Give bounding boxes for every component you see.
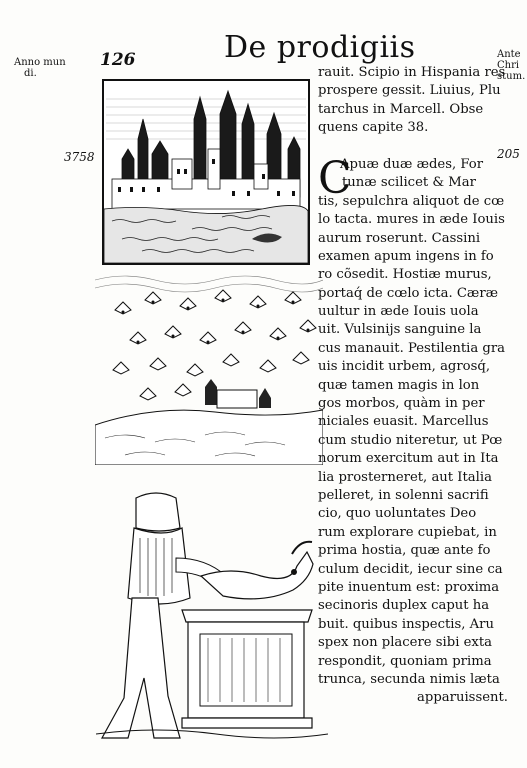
text-line: respondit, quoniam prima [318,653,492,669]
margin-year-right: 205 [497,147,520,161]
text-line: rum explorare cupiebat, in [318,524,497,540]
text-line: spex non placere sibi exta [318,635,493,651]
text-line: culum decidit, iecur sine ca [318,561,503,577]
page-number: 126 [100,50,136,70]
drop-capital: C [318,153,352,204]
text-line: lia prosterneret, aut Italia [318,469,492,485]
text-line: norum exercitum aut in Ita [318,451,499,467]
text-line: uultur in æde Iouis uola [318,304,479,320]
text-line: quæ tamen magis in lon [318,377,480,393]
text-line: tis, sepulchra aliquot de cœ [318,193,505,209]
margin-note-line: di. [24,68,37,79]
margin-note-line: Chri [497,60,520,71]
text-line: pite inuentum est: proxima [318,579,500,595]
text-line: tunæ scilicet & Mar [342,175,476,191]
text-line: lo tacta. mures in æde Iouis [318,212,505,228]
text-line: Apuæ duæ ædes, For [340,156,484,172]
margin-note-line: stum. [497,71,526,82]
woodcut-city-illustration [102,79,310,265]
text-line: ro cõsedit. Hostiæ murus, [318,267,492,283]
text-line: cum studio niteretur, ut Pœ [318,432,503,448]
text-line: cio, quo uoluntates Deo [318,506,477,522]
text-line: aurum roserunt. Cassini [318,230,481,246]
text-line: portaq́ de cœlo icta. Cæræ [318,285,499,301]
text-line: trunca, secunda nimis læta [318,671,500,687]
text-line: secinoris duplex caput ha [318,598,490,614]
woodcut-sacrifice-illustration [96,488,328,752]
text-line [318,138,508,156]
margin-year-left: 3758 [64,150,95,164]
body-text [318,64,508,708]
text-line: tarchus in Marcell. Obse [318,101,484,117]
margin-note-line: Ante [497,49,521,60]
text-line: buit. quibus inspectis, Aru [318,616,494,632]
text-line: niciales euasit. Marcellus [318,414,489,430]
text-line: pelleret, in solenni sacrifi [318,487,489,503]
text-line: gos morbos, quàm in per [318,396,485,412]
text-line: uis incidit urbem, agrosq́, [318,359,491,375]
margin-note-line: Anno mun [14,57,66,68]
woodcut-bees-illustration [95,270,323,465]
text-line: uit. Vulsinijs sanguine la [318,322,482,338]
text-line: apparuissent. [417,690,508,706]
text-line: rauit. Scipio in Hispania res [318,65,506,80]
text-line: quens capite 38. [318,120,429,136]
text-line: examen apum ingens in fo [318,248,494,264]
margin-note-anno-mundi [14,57,66,79]
text-line: cus manauit. Pestilentia gra [318,340,506,356]
text-line: prospere gessit. Liuius, Plu [318,83,501,99]
running-title: De prodigiis [224,30,416,65]
text-line: prima hostia, quæ ante fo [318,543,491,559]
